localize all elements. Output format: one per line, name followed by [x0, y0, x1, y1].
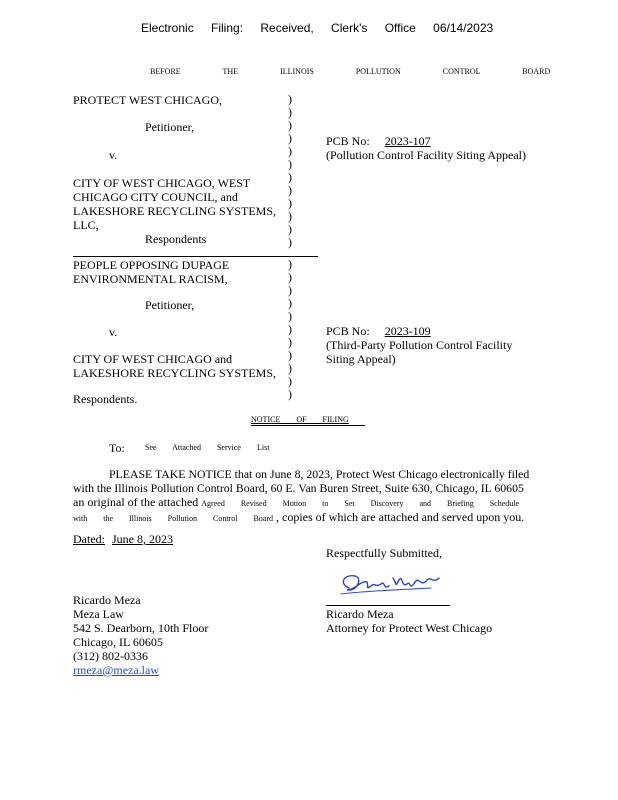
filing-stamp: Electronic Filing: Received, Clerk's Office 06/14/2023 [141, 21, 494, 35]
case2-appeal-line2: Siting Appeal) [326, 352, 396, 366]
case2-party-line1: PEOPLE OPPOSING DUPAGE [73, 258, 230, 272]
case2-party-line2: ENVIRONMENTAL RACISM, [73, 272, 228, 286]
body-board-name: with the Illinois Pollution Control Board [73, 514, 273, 523]
case1-respondent-line1: CITY OF WEST CHICAGO, WEST [73, 176, 251, 190]
case2-respondent-line1: CITY OF WEST CHICAGO and [73, 352, 233, 366]
body-document-title: Agreed Revised Motion to Set Discovery and Briefing Schedule [201, 499, 520, 508]
to-value: See Attached Service List [145, 443, 270, 452]
case2-respondent-line2: LAKESHORE RECYCLING SYSTEMS, [73, 366, 277, 380]
body-line1: PLEASE TAKE NOTICE that on June 8, 2023, Protect West Chicago electronically filed [109, 467, 530, 481]
case2-appeal-line1: (Third-Party Pollution Control Facility [326, 338, 513, 352]
case2-petitioner-label: Petitioner, [145, 298, 195, 312]
email-link[interactable]: rmeza@meza.law [73, 663, 159, 677]
case1-versus: v. [109, 148, 118, 162]
case1-respondent-line2: CHICAGO CITY COUNCIL, and [73, 190, 238, 204]
case1-respondents-label: Respondents [145, 232, 207, 246]
address-city: Chicago, IL 60605 [73, 635, 163, 649]
body-line4-text: , copies of which are attached and served upon you. [276, 510, 525, 524]
to-label: To: [109, 441, 125, 455]
body-line3 [73, 495, 519, 511]
case1-respondent-line3: LAKESHORE RECYCLING SYSTEMS, [73, 204, 277, 218]
signer-title: Attorney for Protect West Chicago [326, 621, 493, 635]
case1-party: PROTECT WEST CHICAGO, [73, 93, 223, 107]
address-phone: (312) 802-0336 [73, 649, 148, 663]
case1-respondent-line4: LLC, [73, 218, 99, 232]
notice-title: NOTICE OF FILING [251, 415, 349, 424]
case1-pcb-number: 2023-107 [384, 134, 431, 148]
case2-respondents-label: Respondents. [73, 392, 138, 406]
address-street: 542 S. Dearborn, 10th Floor [73, 621, 209, 635]
caption-parens-case2: ) ) ) ) ) ) ) ) ) ) ) [288, 257, 292, 401]
case2-pcb-number: 2023-109 [384, 324, 431, 338]
case1-pcb-label: PCB No: [326, 134, 370, 148]
address-name: Ricardo Meza [73, 593, 141, 607]
case1-pcb [326, 134, 493, 148]
case-divider [73, 256, 318, 257]
address-firm: Meza Law [73, 607, 124, 621]
board-heading: BEFORE THE ILLINOIS POLLUTION CONTROL BOARD [150, 67, 551, 76]
dated [73, 532, 173, 546]
caption-parens-case1: ) ) ) ) ) ) ) ) ) ) ) ) [288, 92, 292, 249]
body-line2: with the Illinois Pollution Control Board, 60 E. Van Buren Street, Suite 630, Chicago, IL 60605 [73, 481, 524, 495]
closing: Respectfully Submitted, [326, 546, 442, 560]
signature-line [326, 605, 450, 606]
signer-name: Ricardo Meza [326, 607, 394, 621]
body-line3-text: an original of the attached [73, 495, 199, 509]
notice-title-underline [251, 425, 365, 426]
signature-image [335, 566, 445, 600]
case2-pcb [326, 324, 493, 338]
dated-label: Dated: [73, 532, 105, 546]
case1-appeal-type: (Pollution Control Facility Siting Appeal) [326, 148, 526, 162]
case2-versus: v. [109, 325, 118, 339]
case1-petitioner-label: Petitioner, [145, 120, 195, 134]
address-email-wrap [73, 663, 159, 677]
body-line4 [73, 510, 524, 526]
dated-value: June 8, 2023 [112, 532, 173, 546]
case2-pcb-label: PCB No: [326, 324, 370, 338]
